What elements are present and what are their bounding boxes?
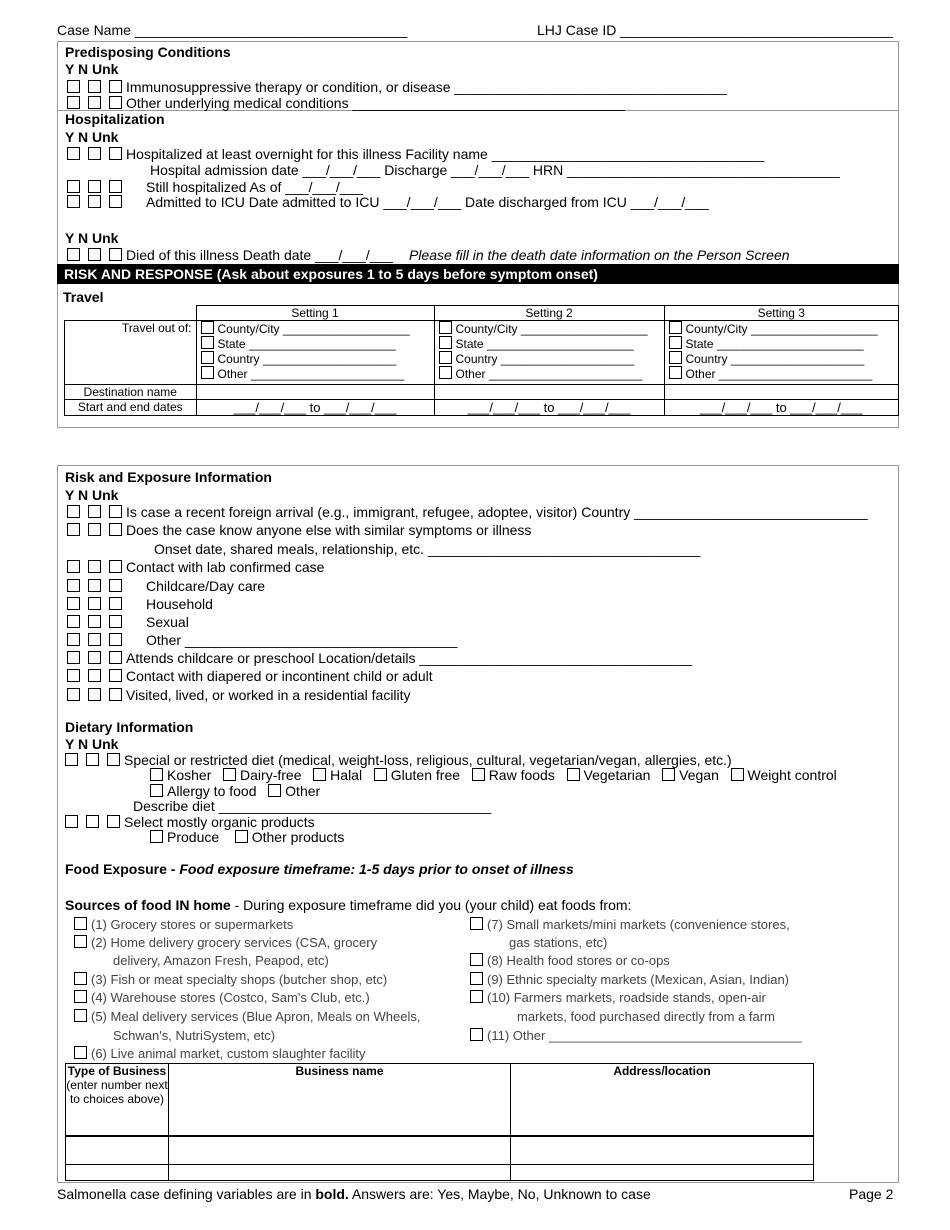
sexual-row — [67, 614, 189, 630]
item-label: Hospitalized at least overnight for this illness Facility name ___________________________________ — [126, 146, 765, 162]
no-checkbox[interactable] — [86, 815, 99, 828]
source-checkbox[interactable] — [74, 935, 87, 948]
state-checkbox[interactable] — [201, 336, 214, 349]
item-label: Attends childcare or preschool Location/details ___________________________________ — [126, 650, 692, 666]
risk-response-bar: RISK AND RESPONSE (Ask about exposures 1 to 5 days before symptom onset) — [57, 264, 899, 284]
dairy-free-checkbox[interactable] — [223, 768, 236, 781]
yes-checkbox[interactable] — [67, 96, 80, 109]
allergy-checkbox[interactable] — [150, 784, 163, 797]
immunosuppressive-row — [67, 79, 727, 95]
destination-2[interactable] — [434, 385, 664, 400]
kosher-checkbox[interactable] — [150, 768, 163, 781]
destination-3[interactable] — [664, 385, 899, 400]
item-label: Contact with lab confirmed case — [126, 559, 325, 575]
no-checkbox[interactable] — [88, 195, 101, 208]
unk-checkbox[interactable] — [109, 688, 122, 701]
option-label: State ______________________ — [685, 337, 864, 351]
yes-checkbox[interactable] — [67, 669, 80, 682]
source-6 — [74, 1046, 366, 1061]
other-products-checkbox[interactable] — [235, 830, 248, 843]
yes-checkbox[interactable] — [67, 80, 80, 93]
country-checkbox[interactable] — [201, 351, 214, 364]
vegan-checkbox[interactable] — [662, 768, 675, 781]
food-exposure-title — [65, 861, 574, 877]
source-checkbox[interactable] — [74, 1046, 87, 1059]
yes-checkbox[interactable] — [67, 688, 80, 701]
source-5-cont: Schwan's, NutriSystem, etc) — [113, 1028, 276, 1043]
type-header-note: (enter number next to choices above) — [66, 1078, 168, 1106]
no-checkbox[interactable] — [86, 753, 99, 766]
option-label: Other _______________________ — [685, 367, 873, 381]
source-9 — [470, 972, 789, 987]
sources-bold: Sources of food IN home — [65, 897, 231, 913]
option-label: County/City ___________________ — [217, 322, 410, 336]
destination-1[interactable] — [196, 385, 434, 400]
option-label: State ______________________ — [455, 337, 634, 351]
source-5 — [74, 1009, 420, 1024]
country-checkbox[interactable] — [439, 351, 452, 364]
unk-checkbox[interactable] — [109, 633, 122, 646]
source-checkbox[interactable] — [74, 1009, 87, 1022]
sources-rest: - During exposure timeframe did you (your child) eat foods from: — [230, 897, 632, 913]
yes-checkbox[interactable] — [67, 523, 80, 536]
other-diet-checkbox[interactable] — [268, 784, 281, 797]
source-11 — [470, 1028, 802, 1043]
no-checkbox[interactable] — [88, 180, 101, 193]
address-cell[interactable] — [511, 1136, 814, 1165]
dates-3[interactable]: ___/___/___ to ___/___/___ — [664, 400, 899, 416]
option-label: Vegan — [679, 767, 719, 783]
travel-title: Travel — [63, 289, 104, 305]
source-checkbox[interactable] — [470, 990, 483, 1003]
item-label: Select mostly organic products — [124, 814, 315, 830]
yes-checkbox[interactable] — [67, 180, 80, 193]
option-label: Country ____________________ — [455, 352, 635, 366]
state-checkbox[interactable] — [669, 336, 682, 349]
unk-checkbox[interactable] — [109, 669, 122, 682]
yes-checkbox[interactable] — [67, 195, 80, 208]
option-label: Halal — [330, 767, 363, 783]
yes-checkbox[interactable] — [67, 633, 80, 646]
no-checkbox[interactable] — [88, 633, 101, 646]
childcare-row — [67, 578, 265, 594]
source-checkbox[interactable] — [74, 917, 87, 930]
no-checkbox[interactable] — [88, 147, 101, 160]
source-checkbox[interactable] — [74, 972, 87, 985]
no-checkbox[interactable] — [88, 688, 101, 701]
gluten-free-checkbox[interactable] — [374, 768, 387, 781]
yes-checkbox[interactable] — [67, 560, 80, 573]
diapered-contact-row — [67, 668, 433, 684]
footer-pre: Salmonella case defining variables are in — [57, 1186, 316, 1202]
business-name-header: Business name — [169, 1064, 511, 1136]
yes-checkbox[interactable] — [67, 248, 80, 261]
unk-checkbox[interactable] — [109, 560, 122, 573]
source-10-cont: markets, food purchased directly from a farm — [517, 1009, 775, 1024]
unk-checkbox[interactable] — [109, 195, 122, 208]
country-checkbox[interactable] — [669, 351, 682, 364]
source-label: (11) Other ___________________________________ — [487, 1028, 802, 1043]
state-checkbox[interactable] — [439, 336, 452, 349]
option-label: Allergy to food — [167, 783, 257, 799]
county-checkbox[interactable] — [439, 321, 452, 334]
yn-header: Y N Unk — [65, 736, 119, 752]
yes-checkbox[interactable] — [67, 147, 80, 160]
died-note: Please fill in the death date information on the Person Screen — [408, 247, 790, 263]
source-8 — [470, 953, 670, 968]
no-checkbox[interactable] — [88, 80, 101, 93]
type-header — [66, 1064, 169, 1136]
yes-checkbox[interactable] — [65, 815, 78, 828]
item-label: Childcare/Day care — [146, 578, 266, 594]
option-label: Other — [285, 783, 321, 799]
yn-header: Y N Unk — [65, 230, 119, 246]
item-label: Immunosuppressive therapy or condition, or disease ___________________________________ — [126, 79, 727, 95]
source-label: (4) Warehouse stores (Costco, Sam's Club, etc.) — [91, 990, 370, 1005]
hospitalization-title: Hospitalization — [65, 111, 165, 127]
admission-row[interactable]: Hospital admission date ___/___/___ Discharge ___/___/___ HRN ___________________________________ — [150, 162, 840, 178]
still-hospitalized-row — [67, 179, 363, 195]
residential-facility-row — [67, 687, 411, 703]
option-label: Raw foods — [488, 767, 555, 783]
setting-1-options — [196, 321, 434, 385]
unk-checkbox[interactable] — [107, 815, 120, 828]
yn-header: Y N Unk — [65, 129, 119, 145]
yes-checkbox[interactable] — [67, 615, 80, 628]
travel-table — [64, 305, 899, 416]
unk-checkbox[interactable] — [109, 96, 122, 109]
source-label: (2) Home delivery grocery services (CSA, grocery — [91, 935, 378, 950]
describe-diet-field[interactable]: Describe diet ___________________________________ — [133, 798, 492, 814]
option-label: Other products — [251, 829, 345, 845]
source-2 — [74, 935, 377, 950]
unk-checkbox[interactable] — [107, 753, 120, 766]
option-label: Kosher — [167, 767, 212, 783]
similar-symptoms-row — [67, 522, 531, 538]
option-label: Country ____________________ — [217, 352, 397, 366]
icu-row — [67, 194, 709, 210]
no-checkbox[interactable] — [88, 651, 101, 664]
dates-2[interactable]: ___/___/___ to ___/___/___ — [434, 400, 664, 416]
empty-cell — [65, 306, 197, 321]
source-label: (8) Health food stores or co-ops — [487, 953, 670, 968]
yes-checkbox[interactable] — [67, 579, 80, 592]
county-checkbox[interactable] — [669, 321, 682, 334]
weight-control-checkbox[interactable] — [731, 768, 744, 781]
unk-checkbox[interactable] — [109, 505, 122, 518]
onset-date-field[interactable]: Onset date, shared meals, relationship, etc. ___________________________________ — [154, 541, 701, 557]
source-7 — [470, 917, 790, 932]
no-checkbox[interactable] — [88, 615, 101, 628]
unk-checkbox[interactable] — [109, 597, 122, 610]
option-label: Vegetarian — [583, 767, 651, 783]
type-cell[interactable] — [66, 1165, 169, 1181]
halal-checkbox[interactable] — [313, 768, 326, 781]
setting-3-header: Setting 3 — [664, 306, 899, 321]
setting-3-options — [664, 321, 899, 385]
yes-checkbox[interactable] — [67, 597, 80, 610]
setting-2-options — [434, 321, 664, 385]
produce-checkbox[interactable] — [150, 830, 163, 843]
foreign-arrival-row — [67, 504, 868, 520]
yn-header: Y N Unk — [65, 61, 119, 77]
other-checkbox[interactable] — [669, 366, 682, 379]
other-conditions-row — [67, 95, 625, 111]
no-checkbox[interactable] — [88, 579, 101, 592]
household-row — [67, 596, 213, 612]
setting-2-header: Setting 2 — [434, 306, 664, 321]
source-checkbox[interactable] — [470, 953, 483, 966]
source-2-cont: delivery, Amazon Fresh, Peapod, etc) — [113, 953, 329, 968]
source-label: (7) Small markets/mini markets (convenience stores, — [487, 917, 790, 932]
lab-contact-row — [67, 559, 324, 575]
option-label: Produce — [167, 829, 220, 845]
item-label: Does the case know anyone else with similar symptoms or illness — [126, 522, 532, 538]
unk-checkbox[interactable] — [109, 80, 122, 93]
address-header: Address/location — [511, 1064, 814, 1136]
unk-checkbox[interactable] — [109, 147, 122, 160]
unk-checkbox[interactable] — [109, 248, 122, 261]
vegetarian-checkbox[interactable] — [567, 768, 580, 781]
no-checkbox[interactable] — [88, 597, 101, 610]
dates-1[interactable]: ___/___/___ to ___/___/___ — [196, 400, 434, 416]
footer-post: Answers are: Yes, Maybe, No, Unknown to case — [348, 1186, 651, 1202]
setting-1-header: Setting 1 — [196, 306, 434, 321]
item-label: Contact with diapered or incontinent child or adult — [126, 668, 433, 684]
predisposing-title: Predisposing Conditions — [65, 44, 231, 60]
item-label: Visited, lived, or worked in a residential facility — [126, 687, 411, 703]
source-label: (9) Ethnic specialty markets (Mexican, Asian, Indian) — [487, 972, 790, 987]
food-title-bold: Food Exposure - — [65, 861, 180, 877]
item-label: Other ___________________________________ — [146, 632, 458, 648]
page-number: Page 2 — [849, 1186, 894, 1202]
unk-checkbox[interactable] — [109, 615, 122, 628]
option-label: Weight control — [747, 767, 837, 783]
item-label: Household — [146, 596, 213, 612]
item-label: Died of this illness Death date ___/___/___ — [126, 247, 393, 263]
source-7-cont: gas stations, etc) — [509, 935, 608, 950]
footer-note — [57, 1186, 651, 1202]
source-checkbox[interactable] — [470, 917, 483, 930]
lhj-case-id-field[interactable]: LHJ Case ID ___________________________________ — [537, 22, 893, 38]
other-checkbox[interactable] — [439, 366, 452, 379]
organic-options-row — [150, 829, 344, 845]
option-label: Dairy-free — [240, 767, 302, 783]
no-checkbox[interactable] — [88, 505, 101, 518]
dietary-title: Dietary Information — [65, 719, 194, 735]
item-label: Still hospitalized As of ___/___/___ — [146, 179, 364, 195]
yes-checkbox[interactable] — [67, 505, 80, 518]
footer-bold: bold. — [315, 1186, 349, 1202]
source-1 — [74, 917, 293, 932]
risk-exposure-title: Risk and Exposure Information — [65, 469, 272, 485]
type-header-label: Type of Business — [67, 1064, 167, 1078]
source-label: (1) Grocery stores or supermarkets — [91, 917, 294, 932]
source-4 — [74, 990, 370, 1005]
source-checkbox[interactable] — [74, 990, 87, 1003]
attends-childcare-row — [67, 650, 692, 666]
dates-label: Start and end dates — [65, 400, 197, 416]
county-checkbox[interactable] — [201, 321, 214, 334]
source-label: (10) Farmers markets, roadside stands, open-air — [487, 990, 766, 1005]
item-label: Admitted to ICU Date admitted to ICU ___/___/___ Date discharged from ICU ___/___/___ — [146, 194, 709, 210]
option-label: County/City ___________________ — [685, 322, 878, 336]
no-checkbox[interactable] — [88, 523, 101, 536]
yn-header: Y N Unk — [65, 487, 119, 503]
source-label: (3) Fish or meat specialty shops (butcher shop, etc) — [91, 972, 388, 987]
died-row — [67, 247, 790, 263]
organic-row — [65, 814, 315, 830]
business-table — [65, 1063, 814, 1181]
special-diet-row — [65, 752, 732, 768]
no-checkbox[interactable] — [88, 248, 101, 261]
other-checkbox[interactable] — [201, 366, 214, 379]
option-label: Gluten free — [390, 767, 461, 783]
no-checkbox[interactable] — [88, 560, 101, 573]
unk-checkbox[interactable] — [109, 579, 122, 592]
source-3 — [74, 972, 387, 987]
option-label: Other _______________________ — [217, 367, 405, 381]
other-contact-row — [67, 632, 457, 648]
diet-options-row-2 — [150, 783, 320, 799]
source-label: (6) Live animal market, custom slaughter facility — [91, 1046, 366, 1061]
source-checkbox[interactable] — [470, 972, 483, 985]
option-label: County/City ___________________ — [455, 322, 648, 336]
case-name-field[interactable]: Case Name ___________________________________ — [57, 22, 408, 38]
food-title-italic: Food exposure timeframe: 1-5 days prior to onset of illness — [179, 861, 574, 877]
option-label: Country ____________________ — [685, 352, 865, 366]
business-name-cell[interactable] — [169, 1136, 511, 1165]
item-label: Sexual — [146, 614, 189, 630]
diet-options-row — [150, 767, 837, 783]
option-label: State ______________________ — [217, 337, 396, 351]
source-label: (5) Meal delivery services (Blue Apron, Meals on Wheels, — [91, 1009, 421, 1024]
item-label: Special or restricted diet (medical, weight-loss, religious, cultural, vegetarian/vegan, allergies, etc.) — [124, 752, 732, 768]
unk-checkbox[interactable] — [109, 523, 122, 536]
item-label: Is case a recent foreign arrival (e.g., immigrant, refugee, adoptee, visitor) Country ______________________________ — [126, 504, 868, 520]
no-checkbox[interactable] — [88, 96, 101, 109]
unk-checkbox[interactable] — [109, 651, 122, 664]
option-label: Other _______________________ — [455, 367, 643, 381]
unk-checkbox[interactable] — [109, 180, 122, 193]
source-10 — [470, 990, 766, 1005]
yes-checkbox[interactable] — [65, 753, 78, 766]
raw-foods-checkbox[interactable] — [472, 768, 485, 781]
travel-out-label: Travel out of: — [65, 321, 197, 385]
destination-label: Destination name — [65, 385, 197, 400]
no-checkbox[interactable] — [88, 669, 101, 682]
business-name-cell[interactable] — [169, 1165, 511, 1181]
hospitalized-row — [67, 146, 764, 162]
item-label: Other underlying medical conditions ___________________________________ — [126, 95, 625, 111]
yes-checkbox[interactable] — [67, 651, 80, 664]
type-cell[interactable] — [66, 1136, 169, 1165]
address-cell[interactable] — [511, 1165, 814, 1181]
sources-title — [65, 897, 631, 913]
source-checkbox[interactable] — [470, 1028, 483, 1041]
